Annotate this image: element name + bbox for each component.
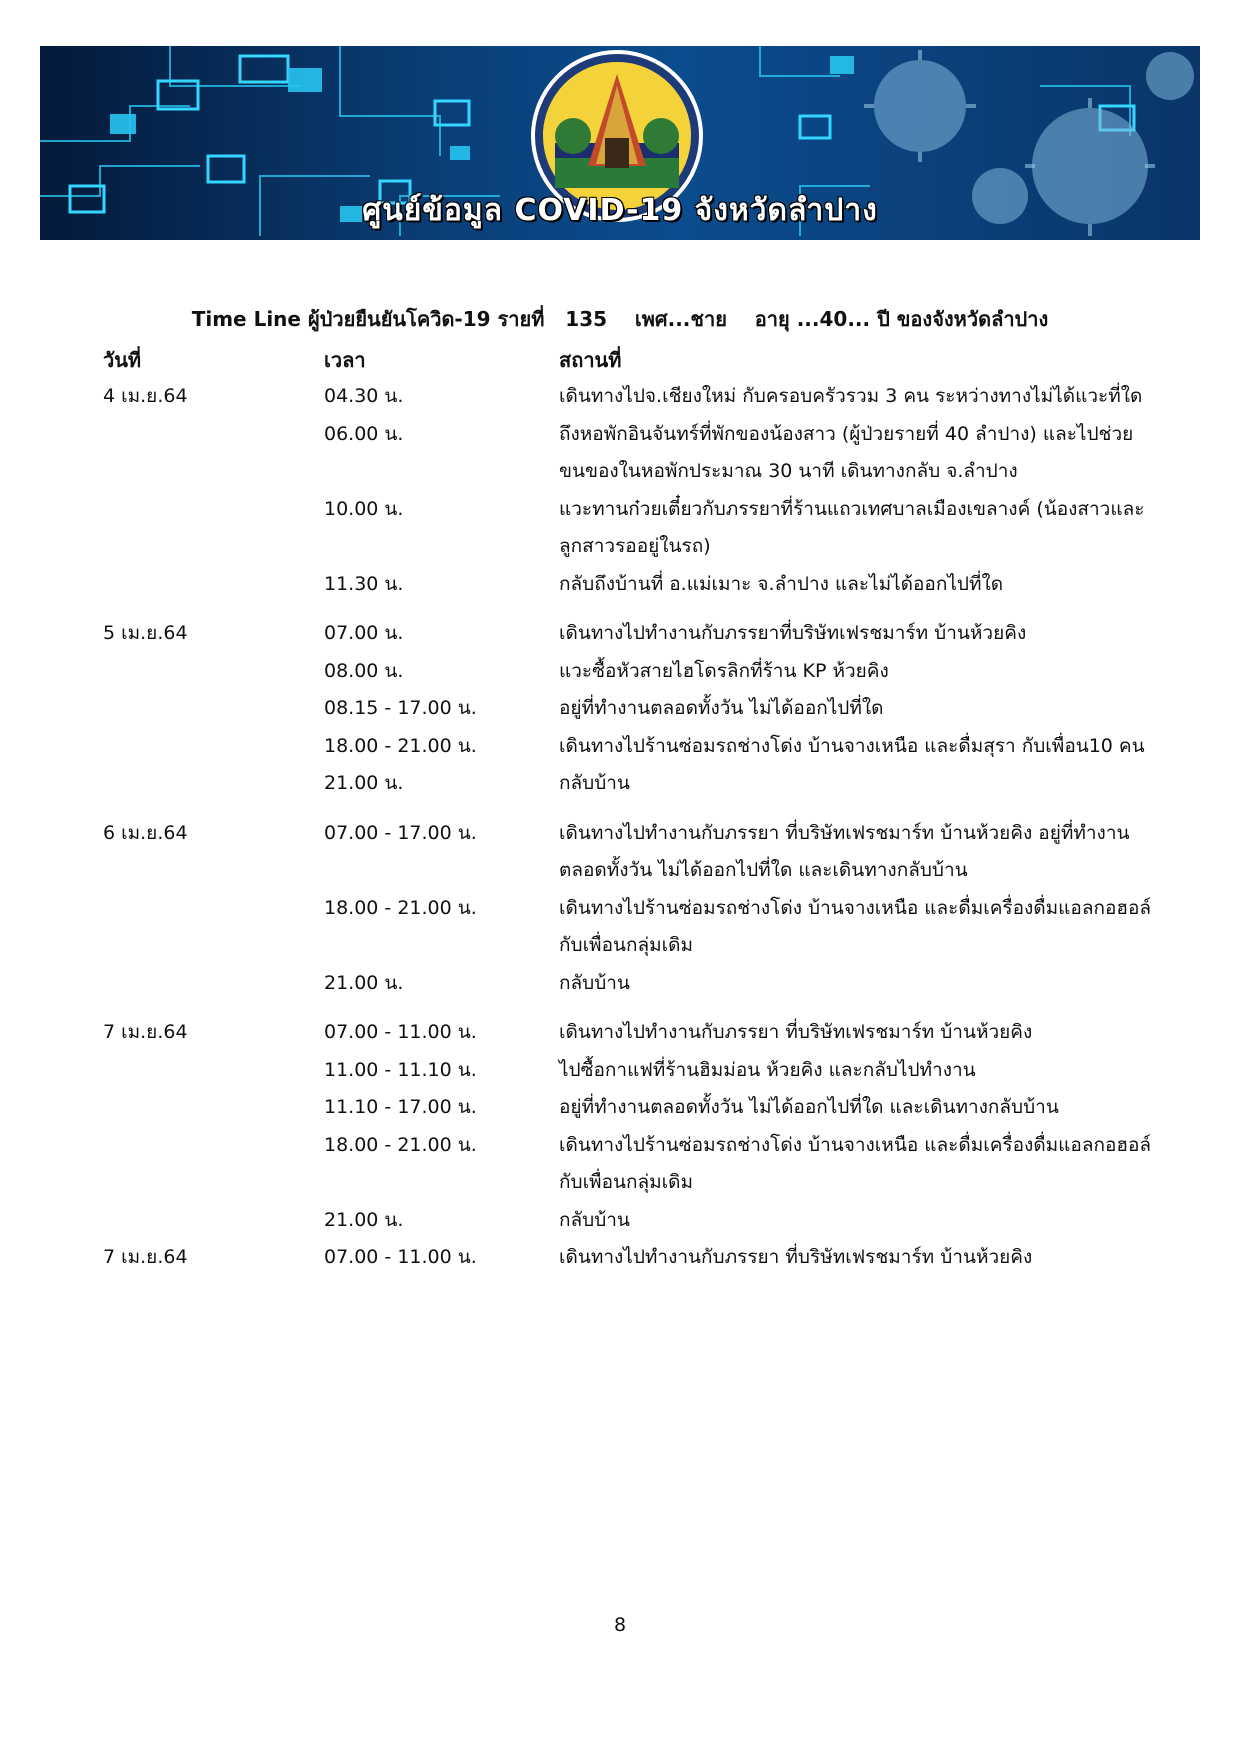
timeline-entry xyxy=(0,416,1240,491)
timeline-entry xyxy=(0,1202,1240,1240)
entry-place: เดินทางไปร้านซ่อมรถช่างโด่ง บ้านจางเหนือ และดื่มเครื่องดื่มแอลกอฮอล์กับเพื่อนกลุ่มเดิม xyxy=(559,1133,1152,1193)
entry-time: 04.30 น. xyxy=(324,385,404,407)
entry-time: 07.00 - 11.00 น. xyxy=(324,1021,477,1043)
entry-place: เดินทางไปทำงานกับภรรยา ที่บริษัทเฟรชมาร์ท บ้านห้วยคิง อยู่ที่ทำงานตลอดทั้งวัน ไม่ได้ออกไปที่ใด และเดินทางกลับบ้าน xyxy=(559,821,1130,881)
timeline-entry xyxy=(0,378,1240,416)
timeline-entry xyxy=(0,1239,1240,1277)
entry-time: 21.00 น. xyxy=(324,1208,404,1231)
timeline-entry xyxy=(0,1127,1240,1202)
timeline-entry xyxy=(0,890,1240,965)
entry-time: 11.30 น. xyxy=(324,572,404,595)
entry-date: 5 เม.ย.64 xyxy=(103,622,188,644)
entry-place: กลับบ้าน xyxy=(559,971,630,994)
page-number: 8 xyxy=(613,1614,627,1636)
entry-place: กลับถึงบ้านที่ อ.แม่เมาะ จ.ลำปาง และไม่ได้ออกไปที่ใด xyxy=(559,572,1004,595)
timeline-entry xyxy=(0,690,1240,728)
entry-place: ถึงหอพักอินจันทร์ที่พักของน้องสาว (ผู้ป่วยรายที่ 40 ลำปาง) และไปช่วยขนของในหอพักประมาณ 30 นาที เดินทางกลับ จ.ลำปาง xyxy=(559,422,1134,482)
timeline-entry xyxy=(0,491,1240,566)
entry-place: อยู่ที่ทำงานตลอดทั้งวัน ไม่ได้ออกไปที่ใด และเดินทางกลับบ้าน xyxy=(559,1096,1059,1118)
entry-time: 11.00 - 11.10 น. xyxy=(324,1058,477,1081)
column-header-time: เวลา xyxy=(324,348,366,372)
timeline-entry xyxy=(0,653,1240,691)
banner-title: ศูนย์ข้อมูล COVID-19 จังหวัดลำปาง xyxy=(362,193,878,228)
day-group xyxy=(0,1014,1240,1277)
entry-date: 4 เม.ย.64 xyxy=(103,385,188,407)
entry-time: 18.00 - 21.00 น. xyxy=(324,734,477,757)
entry-place: เดินทางไปร้านซ่อมรถช่างโด่ง บ้านจางเหนือ และดื่มเครื่องดื่มแอลกอฮอล์กับเพื่อนกลุ่มเดิม xyxy=(559,896,1152,956)
day-group xyxy=(0,815,1240,1003)
entry-time: 07.00 - 17.00 น. xyxy=(324,821,477,844)
entry-time: 18.00 - 21.00 น. xyxy=(324,1133,477,1156)
entry-time: 07.00 น. xyxy=(324,622,404,644)
entry-place: เดินทางไปทำงานกับภรรยา ที่บริษัทเฟรชมาร์ท บ้านห้วยคิง xyxy=(559,1021,1033,1043)
entry-time: 06.00 น. xyxy=(324,422,404,445)
entry-place: แวะทานก๋วยเตี๋ยวกับภรรยาที่ร้านแถวเทศบาลเมืองเขลางค์ (น้องสาวและลูกสาวรออยู่ในรถ) xyxy=(559,497,1145,557)
entry-date: 7 เม.ย.64 xyxy=(103,1021,188,1043)
entry-place: เดินทางไปทำงานกับภรรยาที่บริษัทเฟรชมาร์ท บ้านห้วยคิง xyxy=(559,622,1027,644)
timeline-entry xyxy=(0,965,1240,1003)
timeline-entry xyxy=(0,1052,1240,1090)
timeline-entry xyxy=(0,1014,1240,1052)
entry-place: อยู่ที่ทำงานตลอดทั้งวัน ไม่ได้ออกไปที่ใด xyxy=(559,697,884,719)
entry-time: 21.00 น. xyxy=(324,971,404,994)
timeline-entry xyxy=(0,615,1240,653)
timeline-entry xyxy=(0,728,1240,766)
column-header-place: สถานที่ xyxy=(559,348,622,372)
entry-place: แวะซื้อหัวสายไฮโดรลิกที่ร้าน KP ห้วยคิง xyxy=(559,659,889,682)
entry-date: 6 เม.ย.64 xyxy=(103,821,188,844)
entry-time: 07.00 - 11.00 น. xyxy=(324,1246,477,1268)
entry-time: 08.00 น. xyxy=(324,659,404,682)
day-group xyxy=(0,378,1240,603)
entry-place: เดินทางไปจ.เชียงใหม่ กับครอบครัวรวม 3 คน ระหว่างทางไม่ได้แวะที่ใด xyxy=(559,385,1143,407)
day-group xyxy=(0,615,1240,803)
entry-place: กลับบ้าน xyxy=(559,1208,630,1231)
entry-date: 7 เม.ย.64 xyxy=(103,1246,188,1268)
entry-time: 21.00 น. xyxy=(324,772,404,794)
timeline-entry xyxy=(0,815,1240,890)
document-title: Time Line ผู้ป่วยยืนยันโควิด-19 รายที่ 135 เพศ...ชาย อายุ ...40... ปี ของจังหวัดลำปาง xyxy=(191,307,1049,331)
timeline-entry xyxy=(0,765,1240,803)
timeline-entry xyxy=(0,1089,1240,1127)
header-banner xyxy=(40,46,1200,240)
entry-place: เดินทางไปร้านซ่อมรถช่างโด่ง บ้านจางเหนือ และดื่มสุรา กับเพื่อน10 คน xyxy=(559,734,1145,757)
timeline xyxy=(0,378,1240,1289)
entry-time: 11.10 - 17.00 น. xyxy=(324,1096,477,1118)
entry-place: กลับบ้าน xyxy=(559,772,630,794)
entry-time: 10.00 น. xyxy=(324,497,404,520)
timeline-entry xyxy=(0,566,1240,604)
entry-place: ไปซื้อกาแฟที่ร้านฮิมม่อน ห้วยคิง และกลับไปทำงาน xyxy=(559,1058,976,1081)
entry-place: เดินทางไปทำงานกับภรรยา ที่บริษัทเฟรชมาร์ท บ้านห้วยคิง xyxy=(559,1246,1033,1268)
entry-time: 08.15 - 17.00 น. xyxy=(324,697,477,719)
entry-time: 18.00 - 21.00 น. xyxy=(324,896,477,919)
column-header-date: วันที่ xyxy=(103,348,142,372)
